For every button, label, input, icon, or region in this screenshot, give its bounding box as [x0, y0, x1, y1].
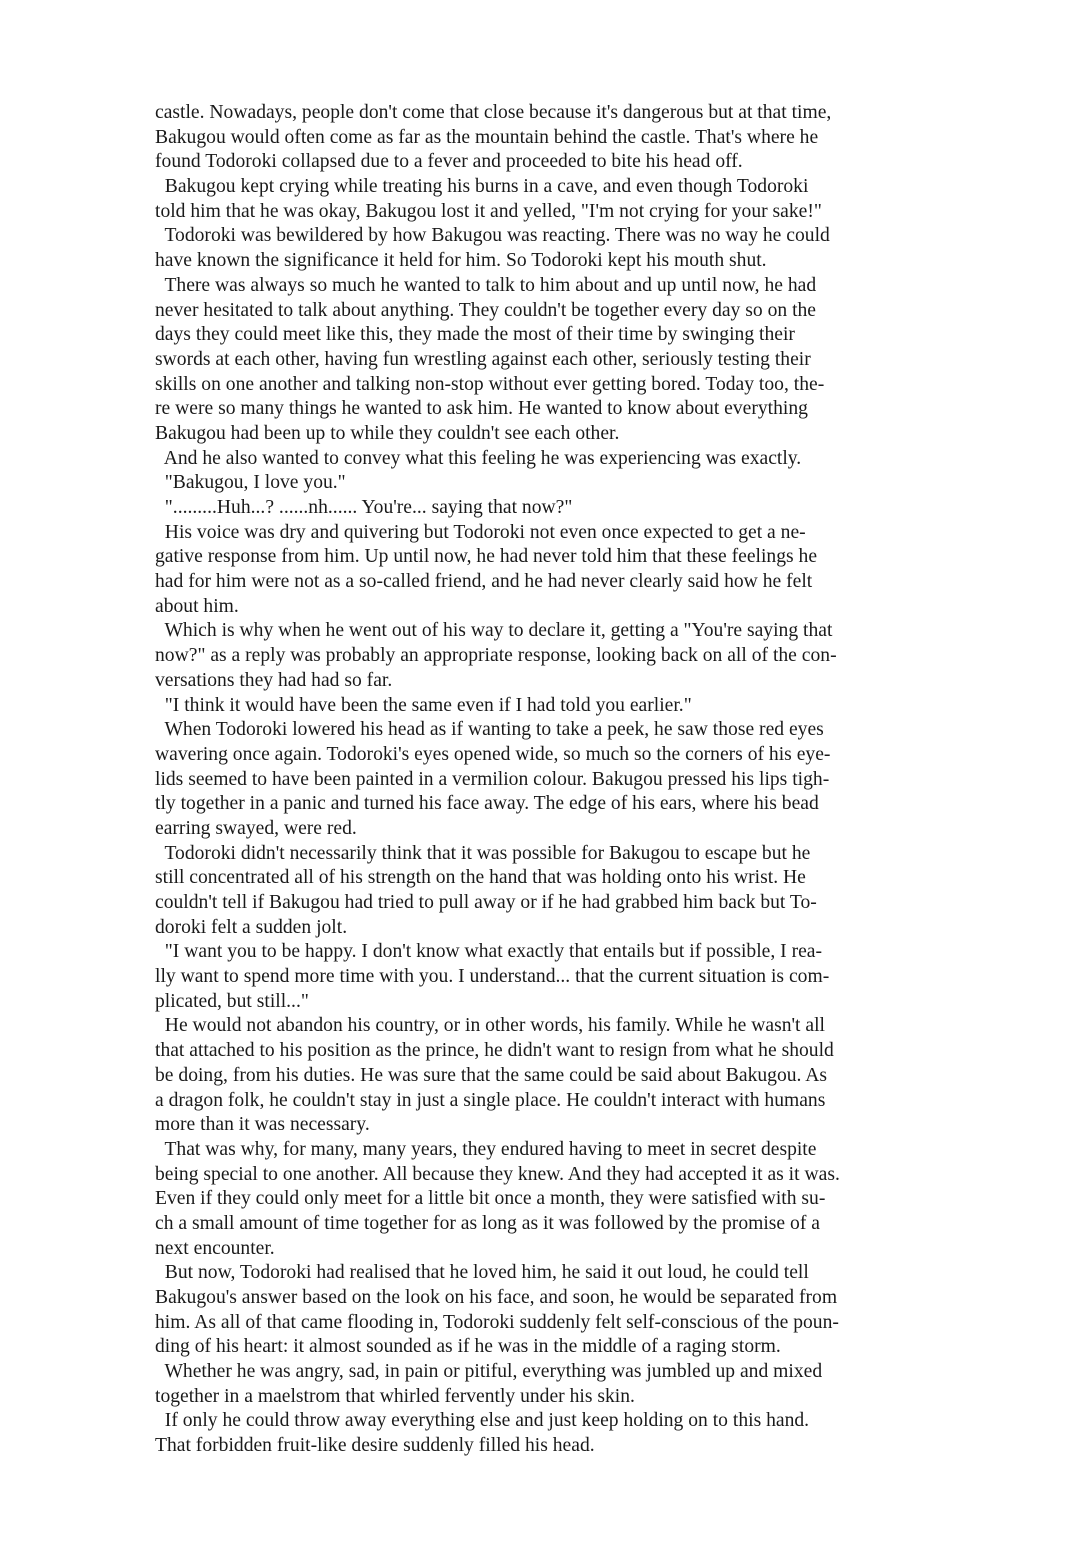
text-line: now?" as a reply was probably an appropriate response, looking back on all of the con-	[155, 645, 837, 667]
text-line: That forbidden fruit-like desire suddenly filled his head.	[155, 1435, 595, 1457]
text-line: found Todoroki collapsed due to a fever and proceeded to bite his head off.	[155, 151, 743, 173]
text-line: ch a small amount of time together for as long as it was followed by the promise of a	[155, 1212, 820, 1234]
text-line: Todoroki was bewildered by how Bakugou was reacting. There was no way he could	[155, 225, 830, 247]
text-line: together in a maelstrom that whirled fervently under his skin.	[155, 1385, 635, 1407]
text-line: had for him were not as a so-called friend, and he had never clearly said how he felt	[155, 571, 813, 593]
text-line: being special to one another. All because they knew. And they had accepted it as it was.	[155, 1163, 840, 1185]
text-line: Bakugou's answer based on the look on his face, and soon, he would be separated from	[155, 1287, 838, 1308]
text-line: more than it was necessary.	[155, 1114, 370, 1136]
text-line: wavering once again. Todoroki's eyes opened wide, so much so the corners of his eye-	[155, 743, 831, 765]
text-line: Which is why when he went out of his way to declare it, getting a "You're saying that	[155, 620, 833, 642]
text-line: swords at each other, having fun wrestling against each other, seriously testing their	[155, 348, 811, 370]
text-line: earring swayed, were red.	[155, 817, 357, 839]
text-line: ding of his heart: it almost sounded as if he was in the middle of a raging storm.	[155, 1336, 781, 1358]
text-line: a dragon folk, he couldn't stay in just a single place. He couldn't interact with humans	[155, 1089, 826, 1111]
text-line: skills on one another and talking non-stop without ever getting bored. Today too, the-	[155, 373, 825, 395]
text-line: There was always so much he wanted to talk to him about and up until now, he had	[155, 274, 817, 296]
text-line: him. As all of that came flooding in, Todoroki suddenly felt self-conscious of the poun-	[155, 1311, 839, 1333]
text-line: still concentrated all of his strength on the hand that was holding onto his wrist. He	[155, 867, 806, 889]
text-line: doroki felt a sudden jolt.	[155, 916, 348, 938]
text-line: tly together in a panic and turned his face away. The edge of his ears, where his bead	[155, 793, 819, 815]
text-line: versations they had had so far.	[155, 669, 393, 691]
text-line: next encounter.	[155, 1237, 275, 1259]
text-line: Todoroki didn't necessarily think that it was possible for Bakugou to escape but he	[155, 842, 811, 864]
text-line: about him.	[155, 595, 239, 617]
text-line: That was why, for many, many years, they endured having to meet in secret despite	[155, 1138, 817, 1160]
text-line: "I want you to be happy. I don't know what exactly that entails but if possible, I rea-	[155, 941, 823, 963]
text-line: "I think it would have been the same even if I had told you earlier."	[155, 694, 692, 716]
text-line: lly want to spend more time with you. I understand... that the current situation is com-	[155, 966, 830, 988]
text-line: days they could meet like this, they made the most of their time by swinging their	[155, 324, 795, 346]
text-line: told him that he was okay, Bakugou lost it and yelled, "I'm not crying for your sake!"	[155, 200, 822, 222]
text-line: be doing, from his duties. He was sure that the same could be said about Bakugou. As	[155, 1064, 828, 1086]
text-line: When Todoroki lowered his head as if wanting to take a peek, he saw those red eyes	[155, 719, 824, 741]
text-line: ".........Huh...? ......nh...... You're... saying that now?"	[155, 497, 573, 518]
text-line: And he also wanted to convey what this feeling he was experiencing was exactly.	[155, 447, 802, 469]
text-line: gative response from him. Up until now, he had never told him that these feelings he	[155, 546, 818, 568]
text-line: Whether he was angry, sad, in pain or pitiful, everything was jumbled up and mixed	[155, 1361, 823, 1383]
text-line: plicated, but still..."	[155, 990, 309, 1012]
text-line: that attached to his position as the prince, he didn't want to resign from what he should	[155, 1040, 834, 1062]
text-line: couldn't tell if Bakugou had tried to pull away or if he had grabbed him back but To-	[155, 892, 817, 913]
text-line: lids seemed to have been painted in a vermilion colour. Bakugou pressed his lips tigh-	[155, 768, 830, 790]
text-line: But now, Todoroki had realised that he loved him, he said it out loud, he could tell	[155, 1262, 809, 1284]
text-line: "Bakugou, I love you."	[155, 472, 346, 494]
text-line: His voice was dry and quivering but Todoroki not even once expected to get a ne-	[155, 521, 806, 543]
text-line: If only he could throw away everything else and just keep holding on to this hand.	[155, 1410, 810, 1432]
text-line: Bakugou would often come as far as the mountain behind the castle. That's where he	[155, 126, 819, 148]
text-line: have known the significance it held for him. So Todoroki kept his mouth shut.	[155, 250, 767, 272]
text-line: re were so many things he wanted to ask him. He wanted to know about everything	[155, 398, 808, 420]
text-line: He would not abandon his country, or in other words, his family. While he wasn't all	[155, 1015, 825, 1037]
text-line: Bakugou had been up to while they couldn't see each other.	[155, 422, 620, 444]
text-line: never hesitated to talk about anything. They couldn't be together every day so on the	[155, 299, 817, 321]
text-line: Bakugou kept crying while treating his burns in a cave, and even though Todoroki	[155, 176, 809, 198]
text-line: castle. Nowadays, people don't come that close because it's dangerous but at that time,	[155, 102, 832, 123]
body-text	[155, 101, 945, 1459]
text-line: Even if they could only meet for a little bit once a month, they were satisfied with su-	[155, 1188, 826, 1210]
